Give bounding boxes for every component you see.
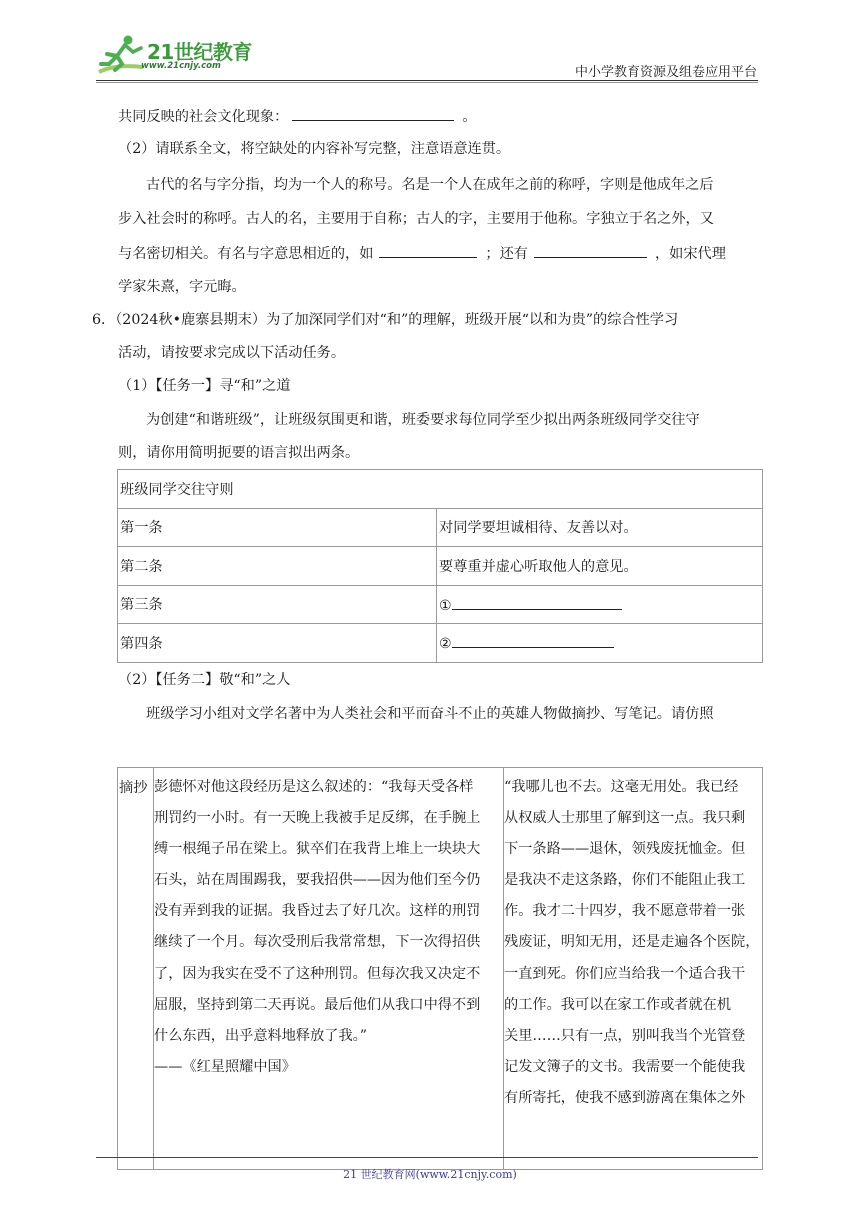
paragraph-line: 班级学习小组对文学名著中为人类社会和平而奋斗不止的英雄人物做摘抄、写笔记。请仿照 — [146, 706, 714, 722]
excerpt-label: 摘抄 — [118, 768, 154, 1170]
footer-divider — [96, 1157, 758, 1158]
excerpt-line: 下一条路——退休，领残废抚恤金。但 — [504, 841, 746, 858]
excerpt-table — [117, 767, 763, 1170]
continued-question-line — [118, 106, 476, 127]
answer-blank[interactable] — [452, 595, 622, 610]
excerpt-line: 缚一根绳子吊在梁上。狱卒们在我背上堆上一块块大 — [154, 841, 481, 858]
excerpt-right-text — [504, 768, 762, 1114]
paragraph-text: ；还有 — [485, 246, 528, 262]
rule-label: 第二条 — [118, 547, 437, 586]
paragraph-text: ，如宋代理 — [654, 246, 726, 262]
logo — [95, 34, 265, 76]
excerpt-line: 什么东西，出乎意料地释放了我。” — [154, 1027, 367, 1044]
rule-answer-cell — [437, 585, 763, 624]
excerpt-line: 屈服，坚持到第二天再说。最后他们从我口中得不到 — [154, 996, 481, 1013]
rule-label: 第四条 — [118, 624, 437, 663]
paragraph-line: 则，请你用简明扼要的语言拟出两条。 — [118, 445, 360, 461]
header-divider — [96, 80, 758, 81]
excerpt-line: 关里……只有一点，别叫我当个光管登 — [504, 1027, 746, 1044]
paragraph-line: 古代的名与字分指，均为一个人的称号。名是一个人在成年之前的称呼，字则是他成年之后 — [146, 177, 714, 193]
table-row — [118, 585, 763, 624]
excerpt-right-cell — [504, 768, 763, 1170]
line-end-period: 。 — [462, 109, 477, 125]
rules-table — [117, 469, 763, 663]
runner-logo-icon — [95, 34, 147, 76]
excerpt-line: 刑罚约一小时。有一天晚上我被手足反绑，在手腕上 — [154, 810, 481, 827]
paragraph-line: 步入社会时的称呼。古人的名，主要用于自称；古人的字，主要用于他称。字独立于名之外，又 — [118, 211, 714, 227]
table-row — [118, 508, 763, 547]
excerpt-left-text — [154, 768, 503, 1083]
paragraph-line-with-blanks — [118, 243, 726, 264]
rule-text: 要尊重并虚心听取他人的意见。 — [437, 547, 763, 586]
answer-blank[interactable] — [452, 633, 614, 648]
table-header-row — [118, 470, 763, 509]
table-row — [118, 547, 763, 586]
excerpt-line: 有所寄托，使我不感到游离在集体之外 — [504, 1089, 746, 1106]
footer-text: 21 世纪教育网(www.21cnjy.com) — [343, 1168, 517, 1181]
rule-text: 对同学要坦诚相待、友善以对。 — [437, 508, 763, 547]
rule-answer-cell — [437, 624, 763, 663]
header-platform-name: 中小学教育资源及组卷应用平台 — [574, 65, 757, 80]
excerpt-line: 的工作。我可以在家工作或者就在机 — [504, 996, 732, 1013]
excerpt-left-cell — [154, 768, 504, 1170]
excerpt-line: 残废证，明知无用，还是走遍各个医院， — [504, 934, 760, 951]
question-2-title: （2）请联系全文，将空缺处的内容补写完整，注意语意连贯。 — [118, 141, 511, 157]
excerpt-line: 记发文簿子的文书。我需要一个能使我 — [504, 1058, 746, 1075]
excerpt-line: 是我决不走这条路，你们不能阻止我工 — [504, 872, 746, 889]
circled-number: ② — [439, 636, 452, 653]
excerpt-line: 从权威人士那里了解到这一点。我只剩 — [504, 810, 746, 827]
continued-question-text: 共同反映的社会文化现象： — [118, 109, 289, 125]
paragraph-line: 为创建“和谐班级”，让班级氛围更和谐，班委要求每位同学至少拟出两条班级同学交往守 — [146, 412, 700, 428]
excerpt-line: 作。我才二十四岁，我不愿意带着一张 — [504, 903, 746, 920]
task-1-title: （1）【任务一】寻“和”之道 — [118, 378, 291, 394]
excerpt-line: 一直到死。你们应当给我一个适合我干 — [504, 965, 746, 982]
excerpt-line: “我哪儿也不去。这毫无用处。我已经 — [504, 779, 739, 795]
answer-blank[interactable] — [292, 106, 454, 121]
logo-text: 21世纪教育 — [147, 40, 252, 64]
excerpt-line: 继续了一个月。每次受刑后我常常想，下一次得招供 — [154, 934, 481, 951]
rule-label: 第一条 — [118, 508, 437, 547]
excerpt-line: ——《红星照耀中国》 — [154, 1058, 296, 1075]
circled-number: ① — [439, 597, 452, 614]
rule-label: 第三条 — [118, 585, 437, 624]
excerpt-line: 没有弄到我的证据。我昏过去了好几次。这样的刑罚 — [154, 903, 481, 920]
excerpt-line: 彭德怀对他这段经历是这么叙述的：“我每天受各样 — [154, 779, 474, 795]
paragraph-line: 活动，请按要求完成以下活动任务。 — [118, 345, 346, 361]
header-divider-thin — [96, 82, 758, 83]
answer-blank[interactable] — [534, 243, 647, 258]
logo-url: www.21cnjy.com — [141, 61, 221, 71]
task-2-title: （2）【任务二】敬“和”之人 — [118, 672, 291, 688]
answer-blank[interactable] — [379, 243, 477, 258]
table-header-cell: 班级同学交往守则 — [118, 470, 763, 509]
excerpt-line: 石头，站在周围踢我，要我招供——因为他们至今仍 — [154, 872, 481, 889]
question-6-title: 6．（2024秋•鹿寨县期末）为了加深同学们对“和”的理解，班级开展“以和为贵”的综合性学习 — [92, 312, 679, 328]
paragraph-text: 与名密切相关。有名与字意思相近的，如 — [118, 246, 374, 262]
table-row — [118, 624, 763, 663]
excerpt-line: 了，因为我实在受不了这种刑罚。但每次我又决定不 — [154, 965, 481, 982]
paragraph-line: 学家朱熹，字元晦。 — [118, 279, 246, 295]
table-row — [118, 768, 763, 1170]
